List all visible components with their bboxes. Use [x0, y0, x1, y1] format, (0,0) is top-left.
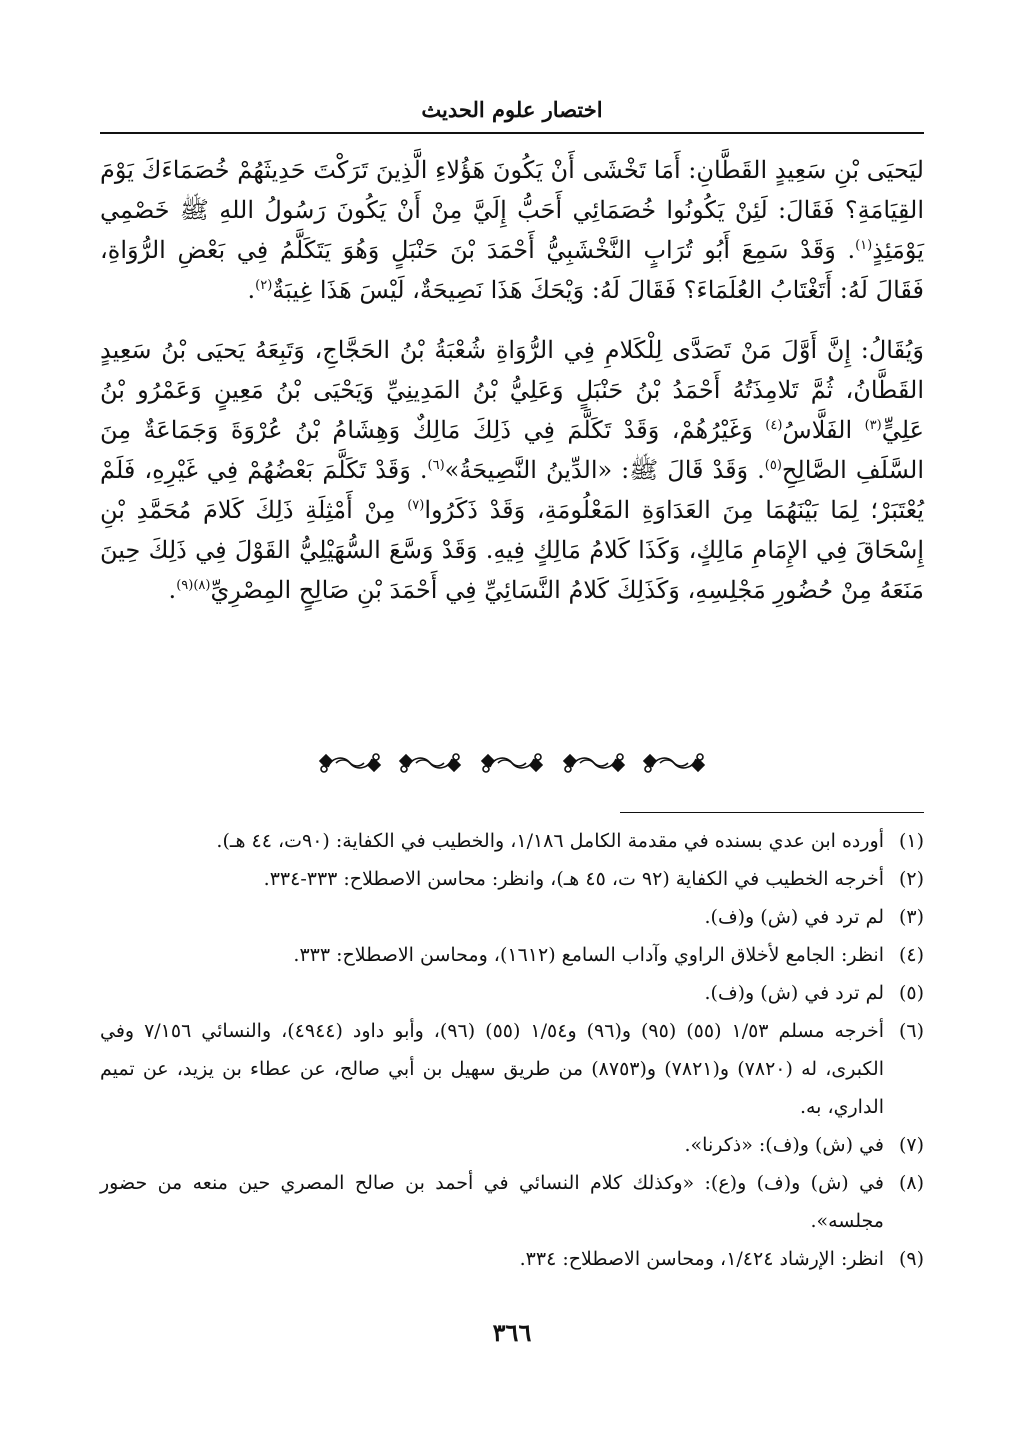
footnote	[100, 974, 924, 1012]
footnote	[100, 1126, 924, 1164]
footnote-text: لم ترد في (ش) و(ف).	[704, 906, 884, 928]
header-rule	[100, 132, 924, 134]
footnote-marker: (٣)	[864, 418, 882, 433]
footnote-text: في (ش) و(ف): «ذكرنا».	[684, 1134, 884, 1156]
footnote	[100, 936, 924, 974]
body-paragraph	[100, 330, 924, 610]
footnote	[100, 1012, 924, 1126]
paragraph-text: .	[168, 576, 177, 604]
running-header: اختصار علوم الحديث	[421, 97, 603, 122]
paragraph-text: مِنْ أَمْثِلَةِ ذَلِكَ كَلامَ مُحَمَّدِ بْنِ إِسْحَاقَ فِي الإِمَامِ مَالِكٍ، وَكَذَا كَلامُ مَالِكٍ فِيهِ. وَقَدْ وَسَّعَ السُّهَيْلِيُّ القَوْلَ فِي ذَلِكَ حِينَ مَنَعَهُ مِنْ حُضُورِ مَجْلِسِهِ، وَكَذَلِكَ كَلامُ النَّسَائِيِّ فِي أَحْمَدَ بْنِ صَالِحٍ المِصْرِيِّ	[100, 496, 924, 604]
footnote	[100, 1240, 924, 1278]
ornament-unit	[564, 754, 624, 772]
ornament-unit	[644, 754, 704, 772]
paragraph-text: وَغَيْرُهُمْ، وَقَدْ تَكَلَّمَ فِي ذَلِكَ مَالِكٌ وَهِشَامُ بْنُ عُرْوَةَ وَجَمَاعَةٌ مِنَ السَّلَفِ الصَّالِحِ	[100, 416, 925, 484]
footnote-marker: (٨)(٩)	[176, 578, 211, 593]
footnotes-list	[100, 822, 924, 1278]
footnote	[100, 898, 924, 936]
footnote	[100, 822, 924, 860]
footnote-text: أورده ابن عدي بسنده في مقدمة الكامل ١/١٨٦، والخطيب في الكفاية: (٩٠ت، ٤٤ هـ).	[216, 830, 884, 852]
footnote	[100, 860, 924, 898]
footnote-number: (٨)	[898, 1172, 924, 1194]
footnote-text: لم ترد في (ش) و(ف).	[704, 982, 884, 1004]
footnote-marker: (١)	[855, 238, 873, 253]
footnote-number: (٣)	[898, 906, 924, 928]
footnote-number: (٦)	[898, 1020, 924, 1042]
paragraph-text: الفَلَّاسُ	[782, 416, 865, 444]
paragraph-text: . وَقَدْ سَمِعَ أَبُو تُرَابٍ النَّخْشَبِيُّ أَحْمَدَ بْنَ حَنْبَلٍ وَهُوَ يَتَكَلَّمُ فِي بَعْضِ الرُّوَاةِ، فَقَالَ لَهُ: أَتَغْتَابُ العُلَمَاءَ؟ فَقَالَ لَهُ: وَيْحَكَ هَذَا نَصِيحَةٌ، لَيْسَ هَذَا غِيبَةٌ	[100, 236, 924, 304]
ornament-unit	[482, 754, 542, 772]
footnote-text: انظر: الإرشاد ١/٤٢٤، ومحاسن الاصطلاح: ٣٣٤.	[519, 1248, 884, 1270]
ornament-divider-icon	[0, 745, 1024, 781]
footnote-number: (٥)	[898, 982, 924, 1004]
footnote-rule	[620, 812, 924, 813]
footnote-marker: (٥)	[764, 458, 782, 473]
footnote-number: (١)	[898, 830, 924, 852]
footnote-number: (٧)	[898, 1134, 924, 1156]
footnote-text: انظر: الجامع لأخلاق الراوي وآداب السامع (١٦١٢)، ومحاسن الاصطلاح: ٣٣٣.	[293, 944, 884, 966]
footnote-text: أخرجه مسلم ١/٥٣ (٥٥) (٩٥) و(٩٦) و١/٥٤ (٥٥) (٩٦)، وأبو داود (٤٩٤٤)، والنسائي ٧/١٥٦ وفي الكبرى، له (٧٨٢٠) و(٧٨٢١) و(٨٧٥٣) من طريق سهيل بن أبي صالح، عن عطاء بن يزيد، عن تميم الداري، به.	[100, 1020, 884, 1118]
footnote-marker: (٦)	[427, 458, 445, 473]
paragraph-text: وَيُقَالُ: إِنَّ أَوَّلَ مَنْ تَصَدَّى لِلْكَلامِ فِي الرُّوَاةِ شُعْبَةُ بْنُ الحَجَّاجِ، وَتَبِعَهُ يَحيَى بْنُ سَعِيدٍ القَطَّانُ، ثُمَّ تَلامِذَتُهُ أَحْمَدُ بْنُ حَنْبَلٍ وَعَلِيُّ بْنُ المَدِينِيِّ وَيَحْيَى بْنُ مَعِينٍ وَعَمْرُو بْنُ عَلِيٍّ	[100, 336, 924, 444]
body-paragraph	[100, 150, 924, 310]
footnote-number: (٢)	[898, 868, 924, 890]
paragraph-text: . وَقَدْ تَكَلَّمَ بَعْضُهُمْ فِي غَيْرِهِ، فَلَمْ يُعْتَبَرْ؛ لِمَا بَيْنَهُمَا مِنَ العَدَاوَةِ المَعْلُومَةِ، وَقَدْ ذَكَرُوا	[100, 456, 925, 524]
footnote-number: (٤)	[898, 944, 924, 966]
footnote-text: في (ش) و(ف) و(ع): «وكذلك كلام النسائي في أحمد بن صالح المصري حين منعه من حضور مجلسه».	[100, 1172, 884, 1232]
footnote-text: أخرجه الخطيب في الكفاية (٩٢ ت، ٤٥ هـ)، وانظر: محاسن الاصطلاح: ٣٣٣-٣٣٤.	[263, 868, 884, 890]
ornament-unit	[320, 754, 380, 772]
paragraph-text: .	[247, 276, 256, 304]
paragraph-text: . وَقَدْ قَالَ ﷺ: «الدِّينُ النَّصِيحَةُ»	[444, 456, 765, 484]
main-text	[100, 150, 924, 610]
footnote-number: (٩)	[898, 1248, 924, 1270]
footnote-marker: (٢)	[255, 278, 273, 293]
paragraph-text: ليَحيَى بْنِ سَعِيدٍ القَطَّانِ: أَمَا تَخْشَى أَنْ يَكُونَ هَؤُلاءِ الَّذِينَ تَرَكْتَ حَدِيثَهُمْ خُصَمَاءَكَ يَوْمَ القِيَامَةِ؟ فَقَالَ: لَئِنْ يَكُونُوا خُصَمَائِي أَحَبُّ إِلَيَّ مِنْ أَنْ يَكُونَ رَسُولُ اللهِ ﷺ خَصْمِي يَوْمَئِذٍ	[100, 156, 924, 264]
footnote	[100, 1164, 924, 1240]
page-number: ٣٦٦	[492, 1318, 532, 1347]
footnote-marker: (٤)	[765, 418, 783, 433]
ornament-unit	[400, 754, 460, 772]
footnote-marker: (٧)	[407, 498, 425, 513]
